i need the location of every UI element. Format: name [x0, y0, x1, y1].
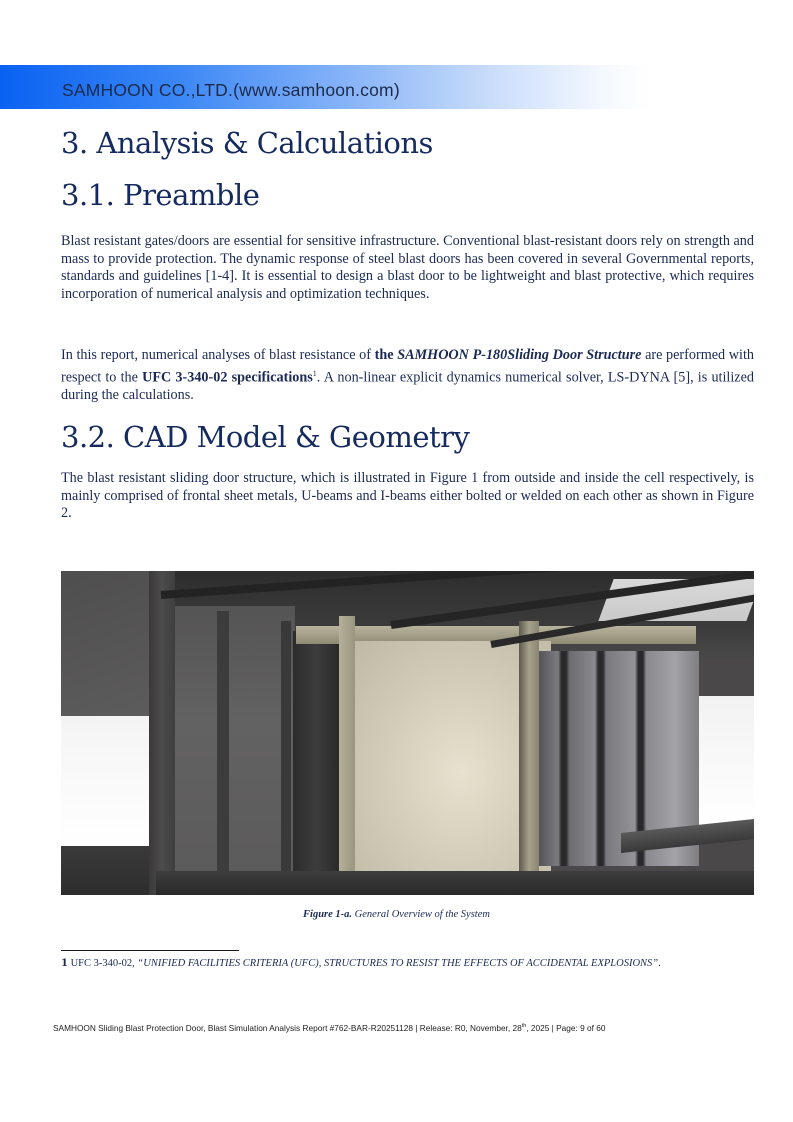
footnote-tail: .: [658, 958, 661, 969]
footnote-number: 1: [61, 958, 68, 969]
preamble-paragraph-1: Blast resistant gates/doors are essential for sensitive infrastructure. Conventional blast-resistant doors rely on strength and mass to provide protection. The dynamic response of steel blast doors has been covered in several Governmental reports, standards and guidelines [1-4]. It is essential to design a blast door to be lightweight and blast protective, which requires incorporation of numerical analysis and optimization techniques.: [61, 233, 754, 302]
bold-text: the: [374, 347, 398, 363]
text: . A non-linear explicit dynamics numerical solver, LS-DYNA [5], is utilized during the calculations.: [61, 369, 754, 403]
section-title-preamble: 3.1. Preamble: [61, 178, 260, 212]
footnote-separator: [61, 950, 239, 951]
section-title-cad-model: 3.2. CAD Model & Geometry: [61, 420, 470, 454]
cad-paragraph: The blast resistant sliding door structure, which is illustrated in Figure 1 from outside and inside the cell respectively, is mainly comprised of frontal sheet metals, U-beams and I-beams either bolted or welded on each other as shown in Figure 2.: [61, 470, 754, 522]
footnote-title: “UNIFIED FACILITIES CRITERIA (UFC), STRUCTURES TO RESIST THE EFFECTS OF ACCIDENTAL EXPLOSIONS”: [137, 958, 659, 969]
render-right-opening: [699, 696, 754, 826]
section-title-analysis: 3. Analysis & Calculations: [61, 126, 433, 160]
caption-text: General Overview of the System: [352, 909, 490, 920]
page-footer: [53, 1023, 606, 1033]
footer-sup: th: [521, 1023, 527, 1030]
spec-name: UFC 3-340-02 specifications: [142, 369, 313, 386]
footer-text: SAMHOON Sliding Blast Protection Door, Blast Simulation Analysis Report #762-BAR-R20251128 | Release: R0, November, 28: [53, 1023, 522, 1033]
caption-label: Figure 1-a.: [303, 909, 353, 920]
product-name: SAMHOON P-180Sliding Door Structure: [397, 347, 642, 363]
preamble-paragraph-2: [61, 347, 754, 405]
render-left-overhang: [61, 571, 156, 716]
text: are performed with respect to the: [61, 347, 754, 386]
render-rail-channel: [293, 631, 339, 895]
company-header: SAMHOON CO.,LTD.(www.samhoon.com): [62, 80, 400, 100]
render-door-post-middle: [519, 621, 539, 891]
footnote-lead: UFC 3-340-02,: [67, 958, 138, 969]
render-door-post-left: [339, 616, 355, 881]
render-wall-rib: [217, 611, 229, 895]
render-floor: [156, 871, 754, 895]
figure-cad-render: [61, 571, 754, 895]
footnote: [61, 957, 754, 971]
render-wall-rib: [281, 621, 291, 895]
render-left-floor: [61, 846, 156, 895]
render-left-wall: [175, 606, 295, 895]
text: In this report, numerical analyses of blast resistance of: [61, 347, 375, 363]
figure-caption: [0, 909, 793, 920]
render-column: [149, 571, 175, 895]
render-left-opening: [61, 716, 151, 846]
footer-page: , 2025 | Page: 9 of 60: [526, 1023, 606, 1033]
footnote-reference[interactable]: 1: [312, 368, 317, 378]
